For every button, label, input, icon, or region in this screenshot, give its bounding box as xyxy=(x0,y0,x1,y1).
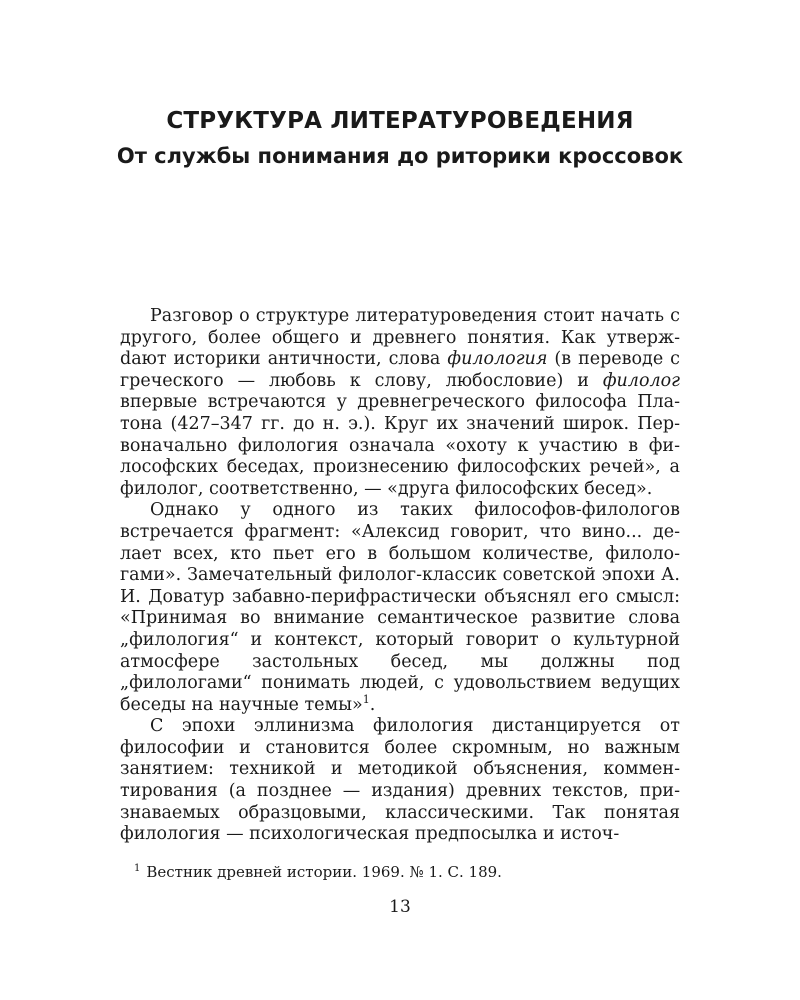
term-philologist: филолог xyxy=(602,370,680,391)
chapter-title: СТРУКТУРА ЛИТЕРАТУРОВЕДЕНИЯ xyxy=(166,108,634,134)
footnote xyxy=(120,863,680,881)
page-number: 13 xyxy=(389,897,411,917)
paragraph-3-text: С эпохи эллинизма филология дистанцируется от философии и становится более скромным, но важным занятием: техникой и методикой объяснения, комментирования (а позднее — издания) древних текстов, признаваемых образцовыми, классическими. Так понятая филология — психологическая предпосылка и источ- xyxy=(120,716,680,845)
paragraph-2 xyxy=(120,500,680,716)
paragraph-3 xyxy=(120,716,680,846)
paragraph-1-part-3: впервые встречаются у древнегреческого философа Платона (427–347 гг. до н. э.). Круг их значений широк. Первоначально филология означала «охоту к участию в философских беседах, произнесению философских речей», а филолог, соответственно, — «друга философских бесед». xyxy=(120,392,680,499)
chapter-subtitle: От службы понимания до риторики кроссовок xyxy=(116,144,684,168)
paragraph-1 xyxy=(120,306,680,500)
paragraph-1-part-1: Разговор о структуре литературоведения стоит начать с другого, более общего и древнего понятия. Как утвержdают историки античности, слова xyxy=(120,306,680,370)
body-text xyxy=(120,306,680,846)
paragraph-2-end: . xyxy=(369,694,376,715)
footnote-reference[interactable]: 1 xyxy=(362,692,370,706)
paragraph-2-text: Однако у одного из таких философов-филологов встречается фрагмент: «Алексид говорит, что вино... делает всех, кто пьет его в большом количестве, филологами». Замечательный филолог-классик советской эпохи А. И. Доватур забавно-перифрастически объяснял его смысл: «Принимая во внимание семантическое развитие слова „филология“ и контекст, который говорит о культурной атмосфере застольных бесед, мы должны под „филологами“ понимать людей, с удовольствием ведущих беседы на научные темы» xyxy=(120,500,680,715)
paragraph-1-part-2: (в переводе с греческого — любовь к слову, любословие) и xyxy=(120,349,680,391)
footnote-text: Вестник древней истории. 1969. № 1. С. 189. xyxy=(146,863,502,881)
term-philology: филология xyxy=(447,349,548,370)
footnote-mark: 1 xyxy=(134,863,141,874)
